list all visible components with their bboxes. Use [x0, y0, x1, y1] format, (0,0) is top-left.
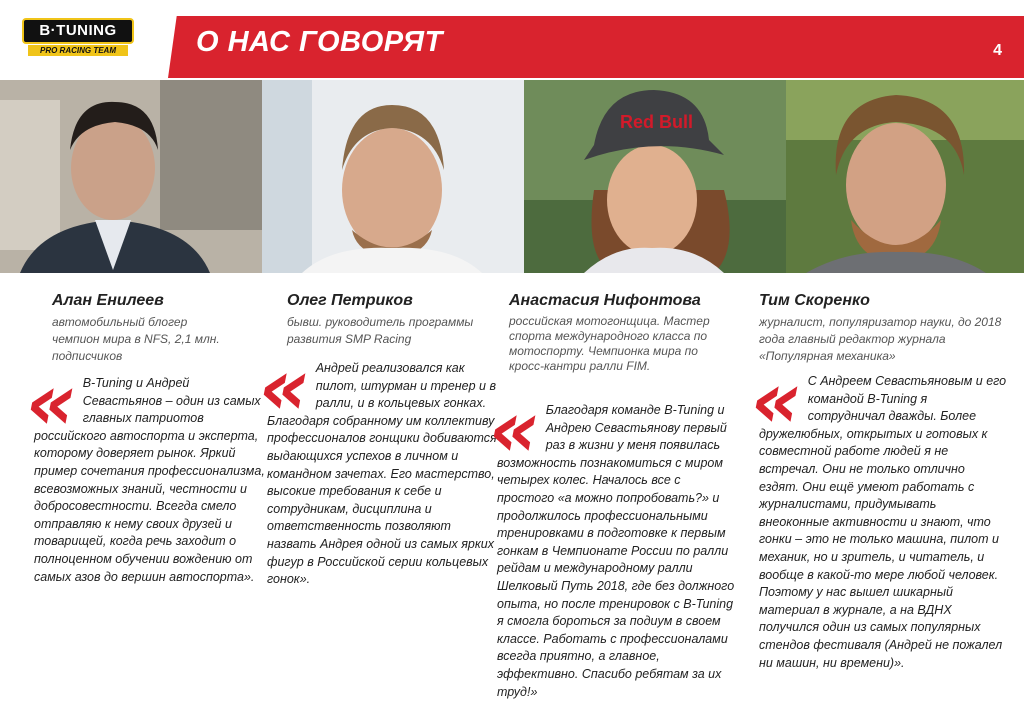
person-quote: Благодаря команде B-Tuning и Андрею Севастьянову первый раз в жизни у меня появилась возможность познакомиться с миром четырех колес. Началось все с простого «а можно попробовать?» и продолжилось профессиональными тренировками в подготовке к первым гонкам в Чемпионате России по ралли рейдам и международному ралли Шелковый Путь 2018, где без должного опыта, но после тренировок с B-Tuning я смогла бороться за подиум в своем классе. Работать с профессионалами всегда приятно, а главное, эффективно. Спасибо ребятам за их труд!» — [497, 403, 735, 699]
person-card-oleg — [259, 292, 497, 589]
person-quote: С Андреем Севастьяновым и его командой B-Tuning я сотрудничал дважды. Более дружелюбных, открытых и готовых к совместной работе людей я не встречал. Они не только отлично ездят. Они ещё умеют работать с журналистами, придумывать внеоконные активности и знают, что гонки – это не только машина, пилот и механик, но и зритель, и читатель, и вообще в какой-то мере любой человек. Поэтому у нас вышел шикарный материал в журнале, а на ВДНХ получился один из самых популярных стендов фестиваля (Андрей не пожалел ни машин, ни времени)». — [759, 374, 1007, 670]
person-role: журналист, популяризатор науки, до 2018 года главный редактор журнала «Популярная механика» — [759, 315, 1002, 363]
photo-oleg — [262, 80, 524, 273]
person-card-anastasia — [489, 292, 741, 701]
person-quote-block — [259, 343, 497, 589]
person-name: Олег Петриков — [287, 292, 413, 309]
quote-mark-icon: « — [751, 356, 802, 446]
photo-alan — [0, 80, 262, 273]
person-quote: Андрей реализовался как пилот, штурман и тренер и в ралли, и в кольцевых гонках. Благодаря собранному им коллективу профессионалов гонщики добиваются выдающихся успехов в личном и командном зачетах. Его мастерство, высокие требования к себе и сотрудникам, дисциплина и ответственность позволяют назвать Андрея одной из самых ярких фигур в Российской серии кольцевых гонок». — [267, 361, 497, 587]
person-name: Анастасия Нифонтова — [509, 292, 701, 309]
person-role: автомобильный блогер чемпион мира в NFS, 2,1 млн. подписчиков — [52, 315, 220, 363]
page-title: О НАС ГОВОРЯТ — [196, 26, 443, 58]
logo-text: B·TUNING — [22, 18, 134, 44]
svg-text:Red Bull: Red Bull — [620, 112, 694, 132]
person-quote-block — [751, 356, 1007, 672]
person-quote-block — [489, 385, 741, 701]
person-card-tim — [751, 292, 1007, 672]
quote-mark-icon: « — [259, 343, 310, 433]
person-name: Алан Енилеев — [52, 292, 164, 309]
person-quote: B-Tuning и Андрей Севастьянов – один из самых главных патриотов российского автоспорта и эксперта, которому доверяет рынок. Яркий пример сочетания профессионализма, всевозможных знаний, честности и добросовестности. Всегда смело отправляю к нему своих друзей и товарищей, когда речь заходит о полноценном обучении вождению от самых азов до вершин автоспорта». — [34, 376, 265, 584]
logo — [22, 18, 134, 58]
logo-subtitle: PRO RACING TEAM — [28, 45, 128, 56]
person-role: российская мотогонщица. Мастер спорта международного класса по мотоспорту. Чемпионка мира по кросс-кантри ралли FIM. — [509, 314, 710, 373]
person-role: бывш. руководитель программы развития SMP Racing — [287, 315, 474, 346]
person-card-alan — [26, 292, 270, 586]
person-quote-block — [26, 358, 270, 586]
person-name: Тим Скоренко — [759, 292, 870, 309]
photo-tim — [786, 80, 1024, 273]
quote-mark-icon: « — [489, 385, 540, 475]
photo-anastasia — [524, 80, 786, 273]
page-number: 4 — [993, 42, 1002, 59]
quote-mark-icon: « — [26, 358, 77, 448]
photo-strip — [0, 80, 1024, 273]
